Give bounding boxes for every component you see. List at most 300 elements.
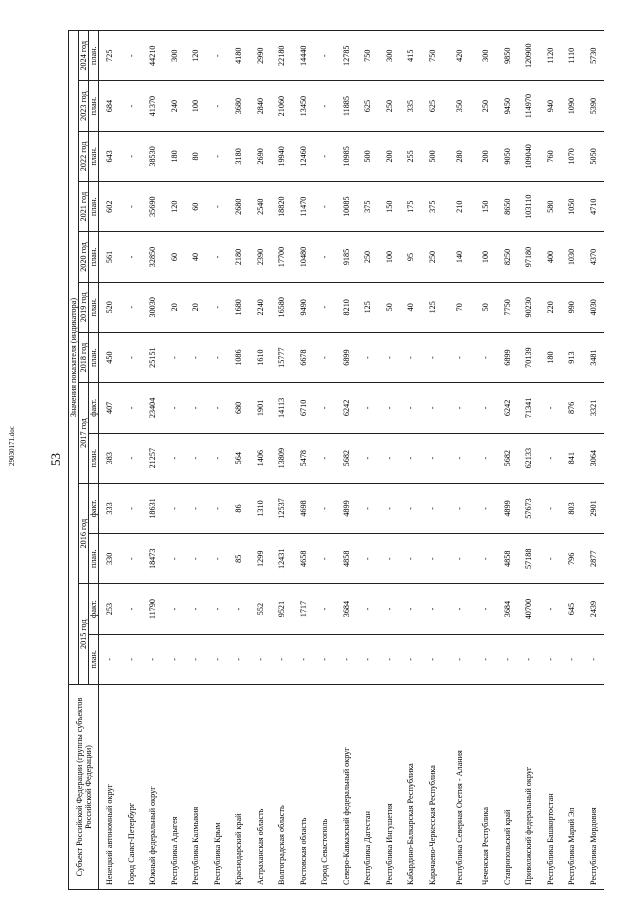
value-cell: - (540, 534, 562, 584)
value-cell: - (422, 433, 444, 483)
value-cell: - (207, 584, 229, 634)
value-cell: - (314, 182, 336, 232)
value-cell: 95 (400, 232, 422, 282)
value-cell: 9050 (497, 131, 519, 181)
value-cell: 9850 (497, 31, 519, 81)
value-cell: 2990 (250, 31, 272, 81)
value-cell: 255 (400, 131, 422, 181)
value-cell: 32850 (142, 232, 164, 282)
value-cell: 109040 (518, 131, 540, 181)
value-cell: 684 (99, 81, 121, 131)
value-cell: 10985 (336, 131, 358, 181)
value-cell: - (379, 634, 401, 684)
value-cell: 120900 (518, 31, 540, 81)
region-name: Город Севастополь (314, 685, 336, 890)
value-cell: - (121, 31, 143, 81)
value-cell: - (400, 634, 422, 684)
value-cell: 8210 (336, 282, 358, 332)
value-cell: - (379, 534, 401, 584)
value-cell: 100 (475, 232, 497, 282)
value-cell: 22180 (271, 31, 293, 81)
value-cell: - (475, 383, 497, 433)
value-cell: 250 (422, 232, 444, 282)
header-year: 2023 год (79, 81, 89, 131)
table-row (185, 31, 207, 890)
header-subtype: факт. (89, 383, 99, 433)
value-cell: 4698 (293, 483, 315, 533)
value-cell: - (121, 182, 143, 232)
value-cell: - (314, 634, 336, 684)
value-cell: 12460 (293, 131, 315, 181)
value-cell: 41370 (142, 81, 164, 131)
value-cell: - (379, 483, 401, 533)
value-cell: 1610 (250, 332, 272, 382)
region-name: Краснодарский край (228, 685, 250, 890)
region-name: Астраханская область (250, 685, 272, 890)
value-cell: 60 (164, 232, 186, 282)
value-cell: 420 (443, 31, 475, 81)
header-year: 2017 год (79, 383, 89, 484)
value-cell: 1030 (561, 232, 583, 282)
value-cell: 552 (250, 584, 272, 634)
value-cell: - (121, 131, 143, 181)
value-cell: - (121, 584, 143, 634)
value-cell: 9450 (497, 81, 519, 131)
value-cell: - (497, 634, 519, 684)
value-cell: - (164, 332, 186, 382)
header-subtype: план. (89, 31, 99, 81)
value-cell: - (207, 332, 229, 382)
value-cell: 35690 (142, 182, 164, 232)
value-cell: 11885 (336, 81, 358, 131)
value-cell: - (443, 483, 475, 533)
value-cell: - (475, 433, 497, 483)
value-cell: 220 (540, 282, 562, 332)
value-cell: 12537 (271, 483, 293, 533)
header-subtype: факт. (89, 584, 99, 634)
header-year: 2019 год (79, 282, 89, 332)
value-cell: 2180 (228, 232, 250, 282)
value-cell: 200 (379, 131, 401, 181)
value-cell: 140 (443, 232, 475, 282)
value-cell: 400 (540, 232, 562, 282)
value-cell: 25151 (142, 332, 164, 382)
value-cell: 375 (422, 182, 444, 232)
value-cell: 3481 (583, 332, 605, 382)
value-cell: 4030 (583, 282, 605, 332)
value-cell: 150 (379, 182, 401, 232)
value-cell: - (561, 634, 583, 684)
value-cell: 2877 (583, 534, 605, 584)
table-row (422, 31, 444, 890)
header-year: 2024 год (79, 31, 89, 81)
value-cell: 6899 (336, 332, 358, 382)
table-row (293, 31, 315, 890)
value-cell: 1090 (561, 81, 583, 131)
region-name: Чеченская Республика (475, 685, 497, 890)
region-name: Республика Адыгея (164, 685, 186, 890)
value-cell: 8650 (497, 182, 519, 232)
value-cell: 4658 (293, 534, 315, 584)
header-subtype: план. (89, 534, 99, 584)
value-cell: 70139 (518, 332, 540, 382)
value-cell: 940 (540, 81, 562, 131)
value-cell: 876 (561, 383, 583, 433)
value-cell: - (207, 31, 229, 81)
value-cell: - (121, 534, 143, 584)
value-cell: - (540, 584, 562, 634)
value-cell: 1717 (293, 584, 315, 634)
value-cell: - (164, 634, 186, 684)
value-cell: - (121, 433, 143, 483)
value-cell: 5478 (293, 433, 315, 483)
value-cell: 803 (561, 483, 583, 533)
value-cell: 11790 (142, 584, 164, 634)
value-cell: - (121, 332, 143, 382)
value-cell: - (164, 534, 186, 584)
value-cell: - (185, 433, 207, 483)
value-cell: - (583, 634, 605, 684)
value-cell: - (357, 433, 379, 483)
value-cell: - (357, 634, 379, 684)
value-cell: 6710 (293, 383, 315, 433)
value-cell: 580 (540, 182, 562, 232)
value-cell: 5682 (497, 433, 519, 483)
value-cell: - (357, 483, 379, 533)
value-cell: 3680 (228, 81, 250, 131)
value-cell: 38530 (142, 131, 164, 181)
value-cell: - (121, 483, 143, 533)
region-name: Город Санкт-Петербург (121, 685, 143, 890)
value-cell: 335 (400, 81, 422, 131)
value-cell: - (314, 383, 336, 433)
value-cell: - (271, 634, 293, 684)
header-subtype: план. (89, 332, 99, 382)
value-cell: - (121, 383, 143, 433)
value-cell: 180 (164, 131, 186, 181)
value-cell: 333 (99, 483, 121, 533)
value-cell: - (400, 584, 422, 634)
value-cell: - (207, 483, 229, 533)
value-cell: 9521 (271, 584, 293, 634)
value-cell: 150 (475, 182, 497, 232)
value-cell: 120 (164, 182, 186, 232)
value-cell: 180 (540, 332, 562, 382)
value-cell: 62133 (518, 433, 540, 483)
value-cell: 3321 (583, 383, 605, 433)
value-cell: - (379, 383, 401, 433)
value-cell: 990 (561, 282, 583, 332)
value-cell: - (164, 433, 186, 483)
region-name: Приволжский федеральный округ (518, 685, 540, 890)
value-cell: - (540, 634, 562, 684)
value-cell: 520 (99, 282, 121, 332)
region-name: Ростовская область (293, 685, 315, 890)
value-cell: - (443, 332, 475, 382)
value-cell: 6678 (293, 332, 315, 382)
value-cell: - (207, 182, 229, 232)
value-cell: 3064 (583, 433, 605, 483)
value-cell: 9490 (293, 282, 315, 332)
value-cell: 12431 (271, 534, 293, 584)
value-cell: 20 (164, 282, 186, 332)
value-cell: - (314, 81, 336, 131)
region-name: Республика Башкортостан (540, 685, 562, 890)
value-cell: - (475, 634, 497, 684)
header-year: 2020 год (79, 232, 89, 282)
header-subtype: план. (89, 81, 99, 131)
value-cell: - (228, 634, 250, 684)
value-cell: 300 (379, 31, 401, 81)
value-cell: 125 (357, 282, 379, 332)
rotated-table-container (68, 30, 636, 890)
value-cell: - (443, 383, 475, 433)
value-cell: - (121, 81, 143, 131)
table-row (357, 31, 379, 890)
value-cell: 50 (475, 282, 497, 332)
document-filename: 29030171.doc (8, 426, 16, 466)
value-cell: - (185, 383, 207, 433)
value-cell: 564 (228, 433, 250, 483)
value-cell: - (379, 584, 401, 634)
value-cell: - (121, 232, 143, 282)
value-cell: 350 (443, 81, 475, 131)
value-cell: - (164, 383, 186, 433)
value-cell: 210 (443, 182, 475, 232)
value-cell: 1070 (561, 131, 583, 181)
table-row (561, 31, 583, 890)
value-cell: 21257 (142, 433, 164, 483)
header-year: 2015 год (79, 584, 89, 685)
value-cell: - (518, 634, 540, 684)
header-subtype: план. (89, 634, 99, 684)
value-cell: 3684 (497, 584, 519, 634)
value-cell: 16580 (271, 282, 293, 332)
value-cell: 4180 (228, 31, 250, 81)
value-cell: 15777 (271, 332, 293, 382)
value-cell: 14113 (271, 383, 293, 433)
value-cell: 913 (561, 332, 583, 382)
header-subtype: факт. (89, 483, 99, 533)
value-cell: 4899 (497, 483, 519, 533)
region-name: Ставропольский край (497, 685, 519, 890)
value-cell: - (400, 534, 422, 584)
value-cell: 253 (99, 584, 121, 634)
value-cell: 14440 (293, 31, 315, 81)
value-cell: 19940 (271, 131, 293, 181)
value-cell: - (164, 483, 186, 533)
table-row (540, 31, 562, 890)
value-cell: 4858 (336, 534, 358, 584)
header-year: 2021 год (79, 182, 89, 232)
value-cell: 70 (443, 282, 475, 332)
value-cell: 3684 (336, 584, 358, 634)
value-cell: - (185, 584, 207, 634)
value-cell: 57188 (518, 534, 540, 584)
table-row (142, 31, 164, 890)
value-cell: 500 (357, 131, 379, 181)
value-cell: - (314, 584, 336, 634)
value-cell: - (475, 483, 497, 533)
header-indicator-group: Значения показателя (индикатора) (69, 31, 79, 685)
value-cell: - (540, 483, 562, 533)
value-cell: - (185, 483, 207, 533)
value-cell: 5730 (583, 31, 605, 81)
value-cell: 71341 (518, 383, 540, 433)
value-cell: 2901 (583, 483, 605, 533)
value-cell: 415 (400, 31, 422, 81)
value-cell: 760 (540, 131, 562, 181)
table-row (121, 31, 143, 890)
table-row (583, 31, 605, 890)
value-cell: 300 (475, 31, 497, 81)
value-cell: 750 (422, 31, 444, 81)
value-cell: 680 (228, 383, 250, 433)
value-cell: 13450 (293, 81, 315, 131)
table-row (518, 31, 540, 890)
value-cell: 18631 (142, 483, 164, 533)
value-cell: - (207, 534, 229, 584)
value-cell: 841 (561, 433, 583, 483)
header-subtype: план. (89, 232, 99, 282)
value-cell: 40 (185, 232, 207, 282)
value-cell: 10480 (293, 232, 315, 282)
value-cell: 90230 (518, 282, 540, 332)
region-name: Карачаево-Черкесская Республика (422, 685, 444, 890)
value-cell: - (207, 433, 229, 483)
value-cell: 175 (400, 182, 422, 232)
value-cell: 50 (379, 282, 401, 332)
value-cell: 1406 (250, 433, 272, 483)
value-cell: 725 (99, 31, 121, 81)
value-cell: 200 (475, 131, 497, 181)
value-cell: - (164, 584, 186, 634)
value-cell: - (422, 634, 444, 684)
value-cell: - (314, 131, 336, 181)
table-row (475, 31, 497, 890)
value-cell: 5682 (336, 433, 358, 483)
value-cell: - (293, 634, 315, 684)
value-cell: 18820 (271, 182, 293, 232)
value-cell: - (443, 634, 475, 684)
value-cell: - (185, 534, 207, 584)
value-cell: 240 (164, 81, 186, 131)
value-cell: - (185, 332, 207, 382)
value-cell: 4899 (336, 483, 358, 533)
header-subject: Субъект Российской Федерации (группы субъектов Российской Федерации) (69, 685, 99, 890)
value-cell: - (443, 433, 475, 483)
value-cell: - (379, 433, 401, 483)
header-subtype: план. (89, 433, 99, 483)
value-cell: 375 (357, 182, 379, 232)
region-name: Северо-Кавказский федеральный округ (336, 685, 358, 890)
value-cell: - (314, 232, 336, 282)
value-cell: - (121, 634, 143, 684)
value-cell: 3180 (228, 131, 250, 181)
value-cell: - (207, 81, 229, 131)
value-cell: - (422, 483, 444, 533)
region-name: Кабардино-Балкарская Республика (400, 685, 422, 890)
value-cell: 12785 (336, 31, 358, 81)
value-cell: 1901 (250, 383, 272, 433)
value-cell: 1086 (228, 332, 250, 382)
value-cell: 1050 (561, 182, 583, 232)
value-cell: - (422, 584, 444, 634)
header-year: 2016 год (79, 483, 89, 584)
value-cell: 330 (99, 534, 121, 584)
value-cell: 561 (99, 232, 121, 282)
value-cell: - (540, 433, 562, 483)
value-cell: - (121, 282, 143, 332)
indicator-table (68, 30, 604, 890)
value-cell: - (357, 383, 379, 433)
value-cell: 57673 (518, 483, 540, 533)
region-name: Волгоградская область (271, 685, 293, 890)
value-cell: - (314, 282, 336, 332)
value-cell: 40700 (518, 584, 540, 634)
value-cell: 103110 (518, 182, 540, 232)
value-cell: 2540 (250, 182, 272, 232)
value-cell: - (207, 383, 229, 433)
value-cell: - (400, 383, 422, 433)
value-cell: 97180 (518, 232, 540, 282)
value-cell: 796 (561, 534, 583, 584)
value-cell: - (207, 282, 229, 332)
value-cell: 625 (357, 81, 379, 131)
value-cell: 602 (99, 182, 121, 232)
value-cell: 1680 (228, 282, 250, 332)
value-cell: 5050 (583, 131, 605, 181)
header-subtype: план. (89, 131, 99, 181)
value-cell: - (475, 534, 497, 584)
value-cell: 30030 (142, 282, 164, 332)
region-name: Республика Дагестан (357, 685, 379, 890)
value-cell: 18473 (142, 534, 164, 584)
value-cell: - (443, 534, 475, 584)
region-name: Республика Марий Эл (561, 685, 583, 890)
value-cell: 80 (185, 131, 207, 181)
value-cell: - (207, 131, 229, 181)
value-cell: 250 (357, 232, 379, 282)
value-cell: 407 (99, 383, 121, 433)
header-year: 2018 год (79, 332, 89, 382)
value-cell: - (357, 332, 379, 382)
value-cell: 4710 (583, 182, 605, 232)
value-cell: 85 (228, 534, 250, 584)
table-row (314, 31, 336, 890)
value-cell: - (443, 584, 475, 634)
value-cell: - (400, 433, 422, 483)
region-name: Южный федеральный округ (142, 685, 164, 890)
value-cell: 7750 (497, 282, 519, 332)
region-name: Республика Крым (207, 685, 229, 890)
value-cell: 450 (99, 332, 121, 382)
value-cell: - (422, 534, 444, 584)
table-body (99, 31, 605, 890)
region-name: Республика Ингушетия (379, 685, 401, 890)
value-cell: 300 (164, 31, 186, 81)
header-year: 2022 год (79, 131, 89, 181)
value-cell: 250 (475, 81, 497, 131)
value-cell: 4370 (583, 232, 605, 282)
page-number: 53 (48, 453, 63, 466)
value-cell: 125 (422, 282, 444, 332)
value-cell: 120 (185, 31, 207, 81)
value-cell: - (336, 634, 358, 684)
table-row (99, 31, 121, 890)
value-cell: 625 (422, 81, 444, 131)
value-cell: 2690 (250, 131, 272, 181)
